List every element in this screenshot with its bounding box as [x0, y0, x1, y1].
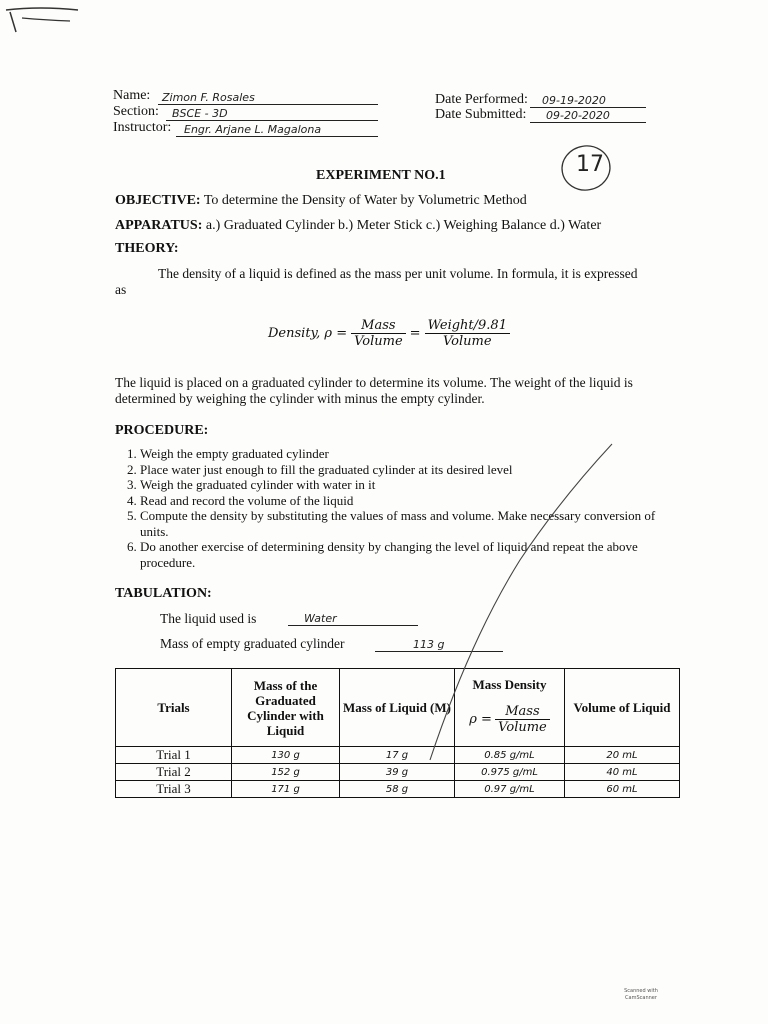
table-row [116, 781, 680, 798]
procedure-step: 4. Read and record the volume of the liquid [140, 493, 658, 509]
cell-density: 0.85 g/mL [455, 747, 565, 764]
procedure-list-container [118, 446, 658, 570]
fraction-1-denominator: Volume [354, 334, 403, 349]
tabulation-table [115, 668, 680, 798]
procedure-step: 2. Place water just enough to fill the graduated cylinder at its desired level [140, 462, 658, 478]
grade-score: 17 [576, 152, 604, 177]
cell-trial: Trial 3 [116, 781, 232, 798]
density-numerator: Mass [495, 704, 550, 720]
empty-mass-value: 113 g [413, 638, 445, 651]
cell-density: 0.975 g/mL [455, 764, 565, 781]
date-performed-value: 09-19-2020 [542, 94, 606, 107]
tabulation-table-wrap [115, 668, 680, 798]
name-label: Name: [113, 88, 151, 103]
procedure-step: 1. Weigh the empty graduated cylinder [140, 446, 658, 462]
formula-fraction-2 [425, 318, 510, 349]
cell-mass-liquid: 39 g [340, 764, 455, 781]
fraction-2-numerator: Weight/9.81 [425, 318, 510, 334]
name-value: Zimon F. Rosales [162, 91, 255, 104]
section-label: Section: [113, 104, 159, 119]
apparatus-line [115, 218, 601, 234]
empty-mass-label: Mass of empty graduated cylinder [160, 636, 345, 651]
date-submitted-label: Date Submitted: [435, 107, 527, 122]
header-mass-cylinder: Mass of the Graduated Cylinder with Liquid [232, 669, 340, 747]
formula-equals: = [409, 326, 421, 341]
density-fraction [495, 704, 550, 735]
density-title: Mass Density [472, 677, 547, 692]
theory-para1-line1: The density of a liquid is defined as the mass per unit volume. In formula, it is expressed [158, 266, 638, 281]
theory-label: THEORY: [115, 241, 179, 256]
experiment-title: EXPERIMENT NO.1 [316, 168, 446, 183]
liquid-used-label: The liquid used is [160, 611, 257, 626]
date-submitted-field [530, 106, 646, 123]
apparatus-label: APPARATUS: [115, 218, 203, 233]
scan-artifact-marks [0, 0, 90, 40]
fraction-1-numerator: Mass [351, 318, 406, 334]
procedure-step: 6. Do another exercise of determining density by changing the level of liquid and repeat the above procedure. [140, 539, 658, 570]
instructor-field [176, 120, 378, 137]
objective-line [115, 193, 527, 209]
header-mass-density [455, 669, 565, 747]
header-trials: Trials [116, 669, 232, 747]
cell-density: 0.97 g/mL [455, 781, 565, 798]
theory-para2: The liquid is placed on a graduated cylinder to determine its volume. The weight of the liquid is determined by weighing the cylinder with minus the empty cylinder. [115, 375, 633, 406]
liquid-used-field [288, 609, 418, 626]
scanner-line2: CamScanner [625, 995, 657, 1001]
density-formula-cell [455, 704, 564, 735]
cell-mass-cylinder: 171 g [232, 781, 340, 798]
procedure-label: PROCEDURE: [115, 423, 209, 438]
empty-mass-field [375, 635, 503, 652]
objective-text: To determine the Density of Water by Volumetric Method [203, 193, 527, 208]
cell-volume: 40 mL [565, 764, 680, 781]
procedure-step: 3. Weigh the graduated cylinder with water in it [140, 477, 658, 493]
cell-mass-cylinder: 152 g [232, 764, 340, 781]
formula-fraction-1 [351, 318, 406, 349]
density-formula [268, 318, 510, 349]
cell-volume: 20 mL [565, 747, 680, 764]
cell-trial: Trial 2 [116, 764, 232, 781]
objective-label: OBJECTIVE: [115, 193, 201, 208]
density-denominator: Volume [498, 720, 547, 735]
cell-mass-liquid: 17 g [340, 747, 455, 764]
cell-mass-cylinder: 130 g [232, 747, 340, 764]
table-row [116, 764, 680, 781]
table-header-row [116, 669, 680, 747]
apparatus-text: a.) Graduated Cylinder b.) Meter Stick c.) Weighing Balance d.) Water [205, 218, 602, 233]
cell-mass-liquid: 58 g [340, 781, 455, 798]
formula-lhs: Density, ρ = [268, 326, 348, 341]
procedure-step: 5. Compute the density by substituting the values of mass and volume. Make necessary conversion of units. [140, 508, 658, 539]
instructor-label: Instructor: [113, 120, 172, 135]
cell-volume: 60 mL [565, 781, 680, 798]
header-volume: Volume of Liquid [565, 669, 680, 747]
header-mass-liquid: Mass of Liquid (M) [340, 669, 455, 747]
date-submitted-value: 09-20-2020 [546, 109, 610, 122]
procedure-list [118, 446, 658, 570]
theory-para1-line2: as [115, 282, 127, 297]
density-lhs: ρ = [469, 712, 492, 727]
tabulation-label: TABULATION: [115, 586, 212, 601]
section-field [166, 104, 378, 121]
scanner-line1: Scanned with [624, 988, 658, 994]
section-value: BSCE - 3D [172, 107, 228, 120]
instructor-value: Engr. Arjane L. Magalona [184, 123, 322, 136]
scanner-watermark [624, 988, 658, 1002]
table-row [116, 747, 680, 764]
cell-trial: Trial 1 [116, 747, 232, 764]
liquid-used-value: Water [304, 612, 337, 625]
date-performed-label: Date Performed: [435, 92, 528, 107]
name-field [158, 88, 378, 105]
fraction-2-denominator: Volume [442, 334, 492, 349]
